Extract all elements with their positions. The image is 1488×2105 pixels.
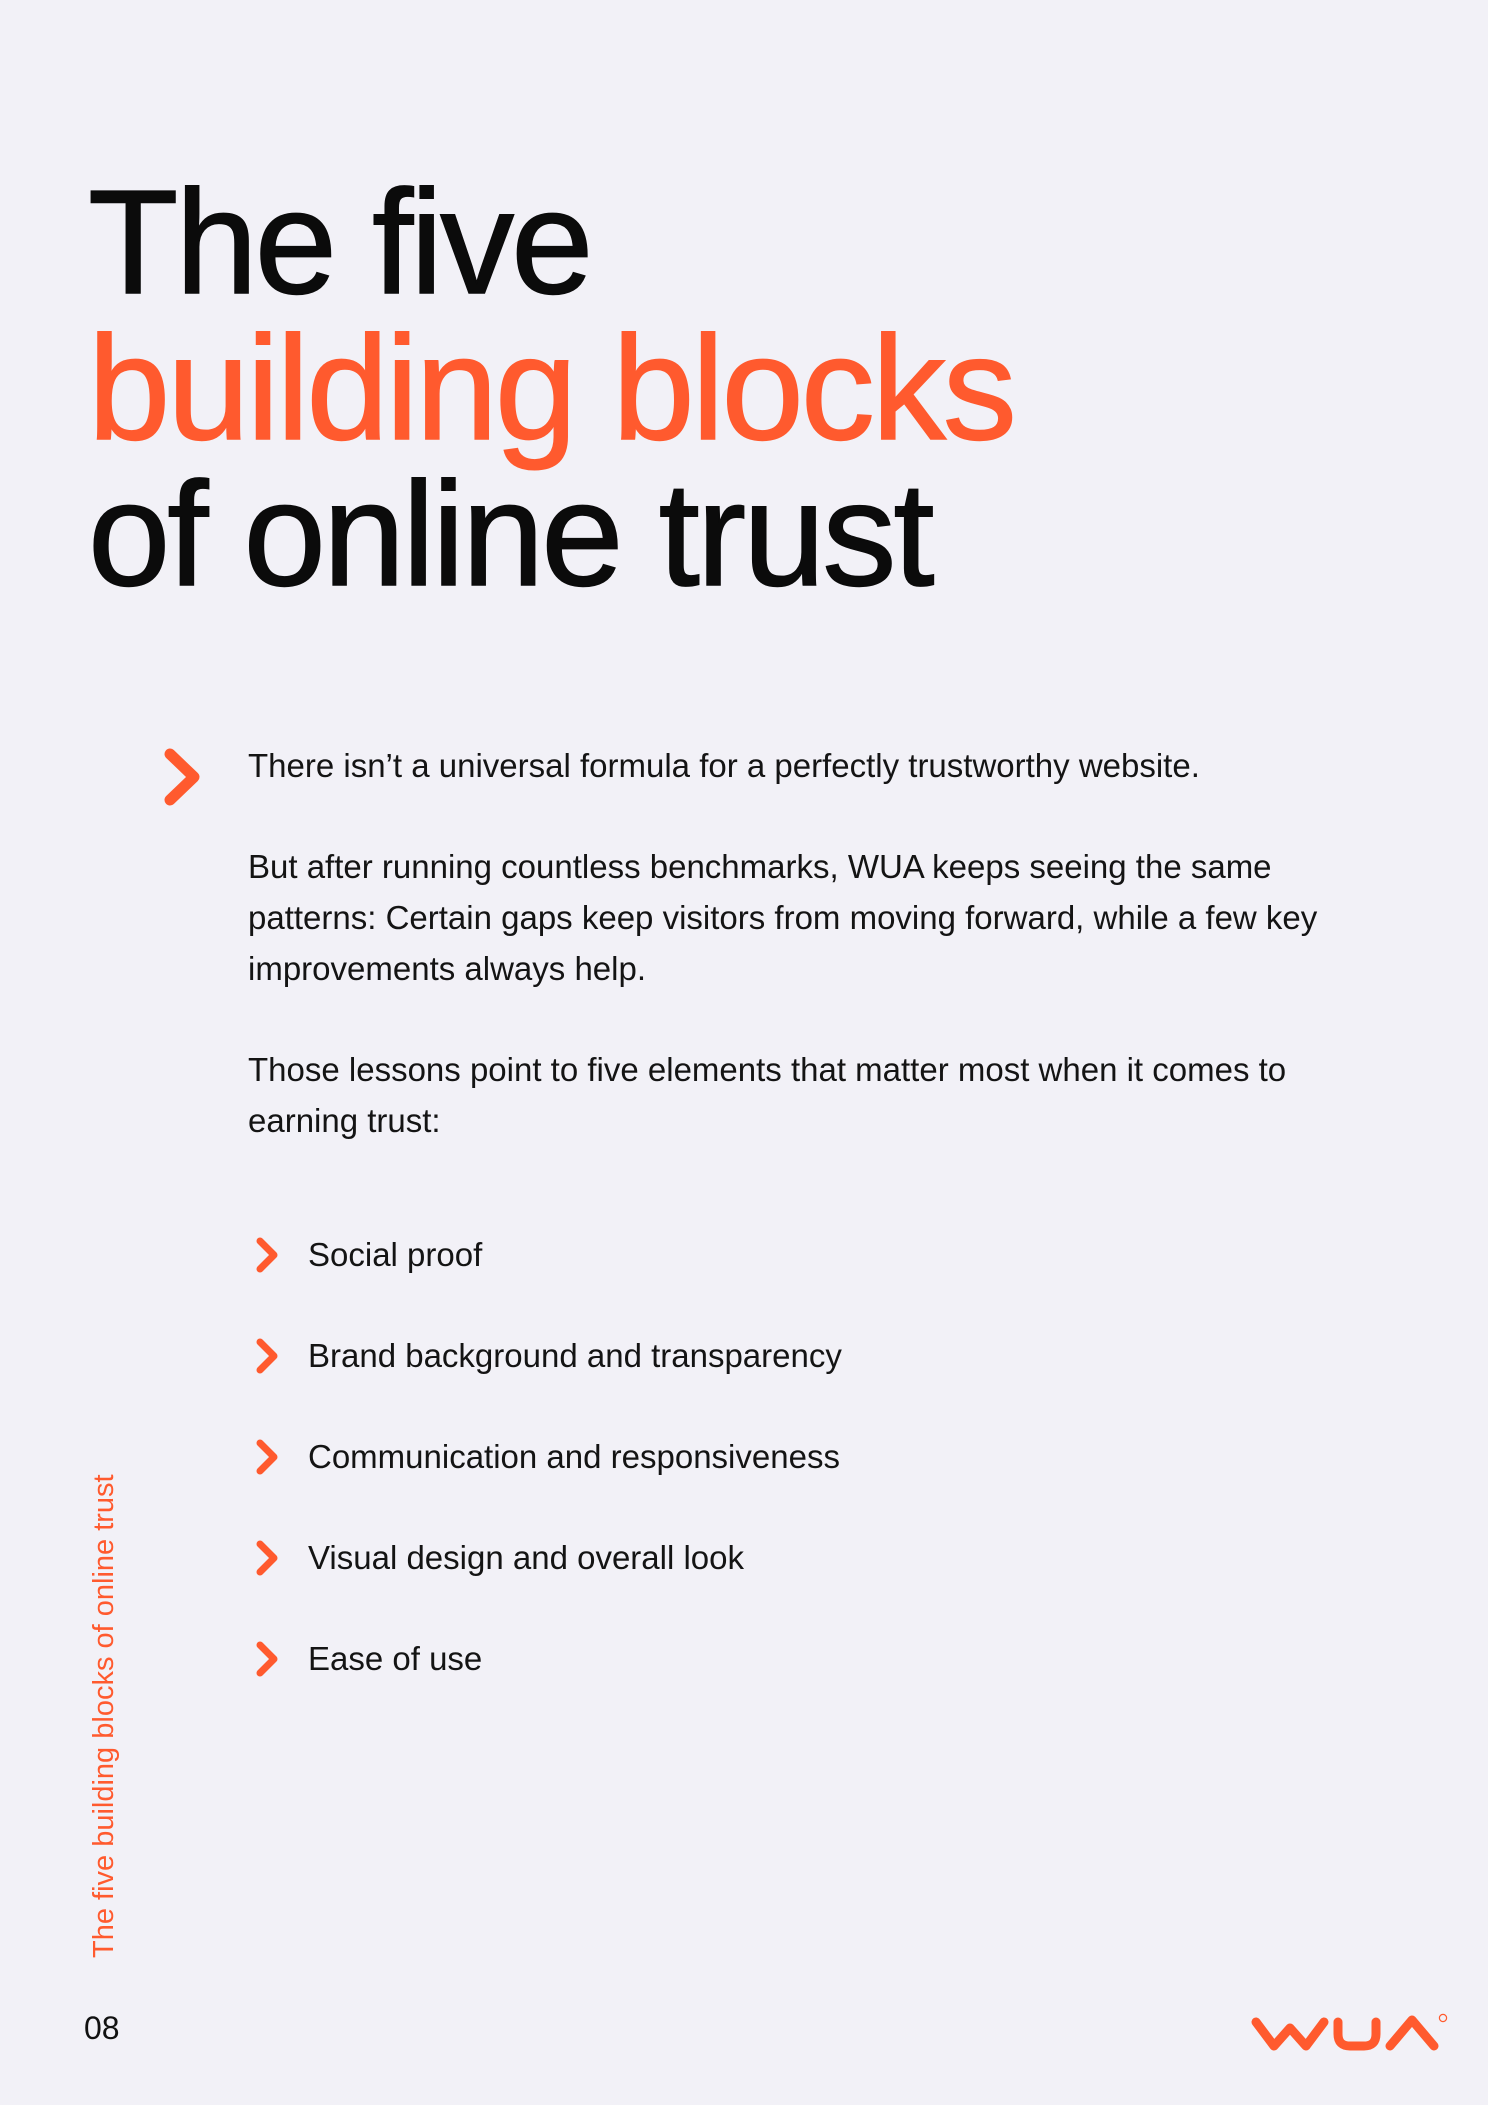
list-item-label: Social proof	[308, 1235, 483, 1273]
page-title	[88, 160, 1014, 617]
list-item-label: Brand background and transparency	[308, 1336, 842, 1374]
intro-paragraph-3: Those lessons point to five elements that matter most when it comes to earning trust:	[248, 1051, 1287, 1139]
list-item	[252, 1305, 842, 1406]
intro-paragraph-2: But after running countless benchmarks, WUA keeps seeing the same patterns: Certain gaps keep visitors from moving forward, while a few key improvements always help.	[248, 848, 1318, 987]
chevron-right-icon	[252, 1437, 282, 1477]
title-line-1: The five	[88, 160, 591, 325]
list-item-label: Communication and responsiveness	[308, 1437, 840, 1475]
side-section-label: The five building blocks of online trust	[88, 1474, 120, 1958]
wua-logo	[1250, 2012, 1448, 2052]
list-item	[252, 1507, 842, 1608]
chevron-right-icon	[252, 1336, 282, 1376]
list-item-label: Visual design and overall look	[308, 1538, 745, 1576]
intro-text	[248, 740, 1328, 1196]
title-line-2-highlight: building blocks	[88, 306, 1014, 471]
building-blocks-list	[252, 1204, 842, 1709]
page-number: 08	[84, 2010, 120, 2046]
chevron-right-icon	[252, 1235, 282, 1275]
list-item	[252, 1204, 842, 1305]
list-item-label: Ease of use	[308, 1639, 483, 1677]
chevron-right-icon	[252, 1639, 282, 1679]
intro-paragraph-1: There isn’t a universal formula for a perfectly trustworthy website.	[248, 747, 1200, 784]
chevron-right-icon	[160, 746, 206, 808]
title-line-3: of online trust	[88, 452, 932, 617]
list-item	[252, 1608, 842, 1709]
list-item	[252, 1406, 842, 1507]
chevron-right-icon	[252, 1538, 282, 1578]
